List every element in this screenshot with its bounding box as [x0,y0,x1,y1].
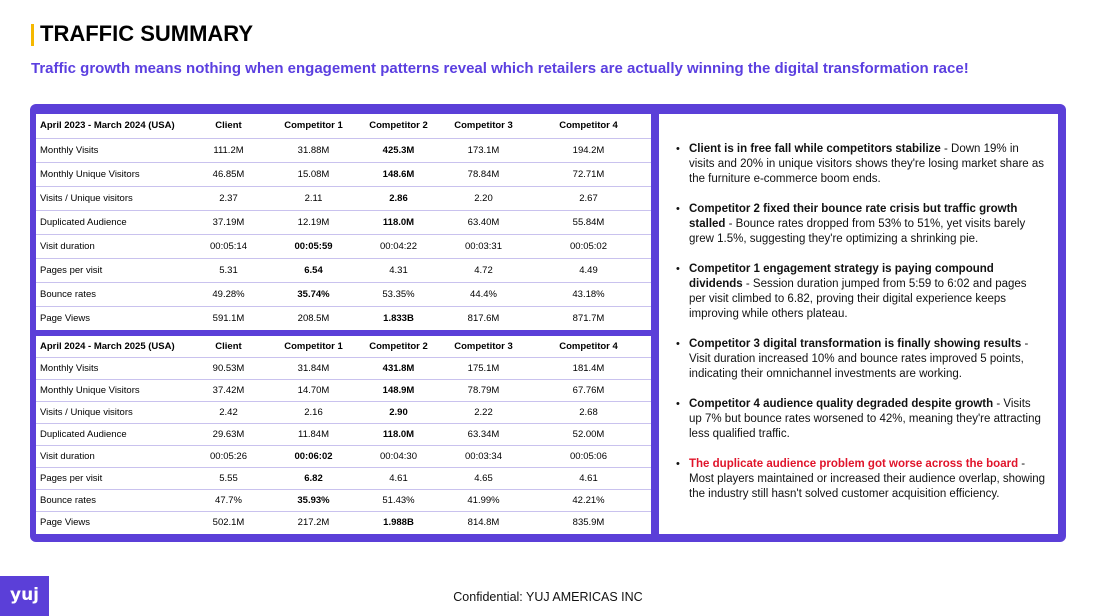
metric-value: 00:05:59 [271,234,356,258]
metric-value: 46.85M [186,162,271,186]
metric-label: Monthly Visits [36,358,186,380]
metric-value: 52.00M [526,424,651,446]
metric-value: 63.34M [441,424,526,446]
table-row [36,445,651,467]
table-row [36,511,651,533]
insight-headline: Competitor 1 engagement strategy is paying compound dividends [689,263,994,290]
metric-value: 148.9M [356,380,441,402]
metric-label: Duplicated Audience [36,210,186,234]
metric-label: Monthly Unique Visitors [36,162,186,186]
metric-value: 15.08M [271,162,356,186]
metric-value: 00:05:26 [186,445,271,467]
column-header: Client [186,114,271,138]
metric-value: 63.40M [441,210,526,234]
insight-item [673,337,1046,382]
metric-value: 35.93% [271,489,356,511]
metric-label: Bounce rates [36,282,186,306]
column-header: Competitor 3 [441,336,526,358]
metric-value: 2.86 [356,186,441,210]
insight-body: - Most players maintained or increased their audience overlap, showing the industry still hasn't solved customer acquisition efficiency. [689,458,1046,500]
yuj-logo: yuj [0,576,49,616]
table-row [36,358,651,380]
metric-value: 00:05:02 [526,234,651,258]
metric-value: 208.5M [297,312,330,324]
bullet-icon: • [676,458,680,470]
table-row [36,162,651,186]
table-row [36,138,651,162]
column-header: Competitor 4 [526,336,651,358]
metric-value: 835.9M [572,516,605,528]
metric-value: 4.61 [526,467,651,489]
page-title: TRAFFIC SUMMARY [40,21,254,46]
column-header: Competitor 2 [356,114,441,138]
title-accent-bar [31,24,34,46]
column-header: Competitor 1 [271,336,356,358]
insight-headline: Client is in free fall while competitors stabilize [689,143,941,155]
insight-headline: Competitor 2 fixed their bounce rate crisis but traffic growth stalled [689,203,1018,230]
metric-label: Monthly Visits [36,138,186,162]
metric-value: 55.84M [526,210,651,234]
table-row [36,210,651,234]
table-row [36,424,651,446]
metric-label: Visit duration [36,445,186,467]
metric-value: 4.31 [356,258,441,282]
metric-value: 12.19M [271,210,356,234]
metric-value: 42.21% [526,489,651,511]
metric-value: 72.71M [526,162,651,186]
metric-value: 5.31 [186,258,271,282]
metric-label: Bounce rates [36,489,186,511]
metric-value: 431.8M [356,358,441,380]
insight-headline: The duplicate audience problem got worse across the board [689,458,1019,470]
metric-label: Visit duration [36,234,186,258]
period-header: April 2024 - March 2025 (USA) [36,336,186,358]
confidential-footer: Confidential: YUJ AMERICAS INC [453,590,643,604]
insight-body: - Down 19% in visits and 20% in unique visitors shows they're losing market share as the furniture e-commerce boom ends. [689,143,1045,185]
metric-value: 4.72 [441,258,526,282]
metric-value: 41.99% [441,489,526,511]
metric-value: 175.1M [441,358,526,380]
table-2023-2024 [36,114,651,330]
metric-value: 47.7% [186,489,271,511]
table-row [36,258,651,282]
metric-value: 67.76M [526,380,651,402]
metric-value: 111.2M [186,138,271,162]
metric-value: 502.1M [212,516,245,528]
content-panel [30,104,1066,542]
bullet-icon: • [676,398,680,410]
metric-label: Visits / Unique visitors [36,402,186,424]
metric-label: Duplicated Audience [36,424,186,446]
metric-value: 78.79M [441,380,526,402]
page-subtitle: Traffic growth means nothing when engagement patterns reveal which retailers are actually winning the digital transformation race! [31,60,969,77]
insight-body: - Visit duration increased 10% and bounce rates improved 5 points, indicating their omnichannel investments are working. [689,338,1029,380]
metric-value: 817.6M [467,312,500,324]
metric-value: 2.20 [441,186,526,210]
metric-value: 2.22 [441,402,526,424]
metric-value: 90.53M [186,358,271,380]
metric-label: Monthly Unique Visitors [36,380,186,402]
metric-value: 00:05:14 [186,234,271,258]
metric-value: 2.67 [526,186,651,210]
metric-value: 217.2M [297,516,330,528]
metric-value: 00:06:02 [271,445,356,467]
metric-value: 00:04:22 [356,234,441,258]
column-header: Competitor 4 [526,114,651,138]
table-row [36,186,651,210]
metric-value: 173.1M [441,138,526,162]
metric-value: 14.70M [271,380,356,402]
metric-value: 51.43% [356,489,441,511]
metric-value: 1.833B [383,312,414,324]
bullet-icon: • [676,338,680,350]
column-header: Competitor 3 [441,114,526,138]
table-2024-2025 [36,336,651,534]
metric-label: Page Views [40,516,90,528]
table-row [36,402,651,424]
insight-item [673,202,1046,247]
column-header: Competitor 1 [271,114,356,138]
metric-value: 37.42M [186,380,271,402]
insight-item [673,262,1046,322]
metric-value: 2.42 [186,402,271,424]
metric-value: 00:03:31 [441,234,526,258]
bullet-icon: • [676,203,680,215]
insight-body: - Visits up 7% but bounce rates worsened to 42%, meaning they're attracting less qualified traffic. [689,398,1041,440]
metric-value: 118.0M [356,424,441,446]
bullet-icon: • [676,143,680,155]
metric-value: 2.68 [526,402,651,424]
metric-value: 1.988B [383,516,414,528]
metric-value: 2.90 [356,402,441,424]
insight-body: - Session duration jumped from 5:59 to 6:02 and pages per visit climbed to 6.82, proving their digital experience keeps improving while others plateau. [689,278,1027,320]
metric-value: 4.61 [356,467,441,489]
metric-value: 49.28% [186,282,271,306]
metric-value: 00:04:30 [356,445,441,467]
metric-value: 871.7M [572,312,605,324]
metric-value: 181.4M [526,358,651,380]
metric-value: 2.37 [186,186,271,210]
metric-label: Pages per visit [36,467,186,489]
metric-value: 4.65 [441,467,526,489]
insights-list [673,142,1046,502]
metric-value: 2.11 [271,186,356,210]
insight-item [673,457,1046,502]
metric-value: 148.6M [356,162,441,186]
metric-value: 53.35% [356,282,441,306]
column-header: Client [186,336,271,358]
table-row [36,234,651,258]
metric-value: 194.2M [526,138,651,162]
metric-value: 44.4% [441,282,526,306]
insights-box [659,114,1058,534]
metric-value: 591.1M [212,312,245,324]
metric-value: 118.0M [356,210,441,234]
metric-value: 6.54 [271,258,356,282]
metric-value: 814.8M [467,516,500,528]
metric-value: 37.19M [186,210,271,234]
insight-headline: Competitor 3 digital transformation is finally showing results [689,338,1022,350]
metric-value: 31.88M [271,138,356,162]
metric-value: 00:05:06 [526,445,651,467]
metric-value: 2.16 [271,402,356,424]
metric-value: 5.55 [186,467,271,489]
metric-label: Page Views [40,312,90,324]
table-row [36,282,651,306]
metric-value: 11.84M [271,424,356,446]
metric-value: 4.49 [526,258,651,282]
metric-label: Pages per visit [36,258,186,282]
insight-body: - Bounce rates dropped from 53% to 51%, yet visits barely grew 1.5%, suggesting they're optimizing a shrinking pie. [689,218,1026,245]
metric-value: 35.74% [271,282,356,306]
insight-item [673,397,1046,442]
table-row [36,306,651,330]
metric-value: 78.84M [441,162,526,186]
metric-value: 43.18% [526,282,651,306]
metric-value: 6.82 [271,467,356,489]
metric-value: 425.3M [356,138,441,162]
column-header: Competitor 2 [356,336,441,358]
table-row [36,489,651,511]
bullet-icon: • [676,263,680,275]
table-row [36,467,651,489]
metric-value: 00:03:34 [441,445,526,467]
table-row [36,380,651,402]
metric-label: Visits / Unique visitors [36,186,186,210]
table-header-row [36,336,651,358]
metric-value: 31.84M [271,358,356,380]
insight-item [673,142,1046,187]
insight-headline: Competitor 4 audience quality degraded despite growth [689,398,994,410]
metric-value: 29.63M [186,424,271,446]
table-header-row [36,114,651,138]
period-header: April 2023 - March 2024 (USA) [36,114,186,138]
